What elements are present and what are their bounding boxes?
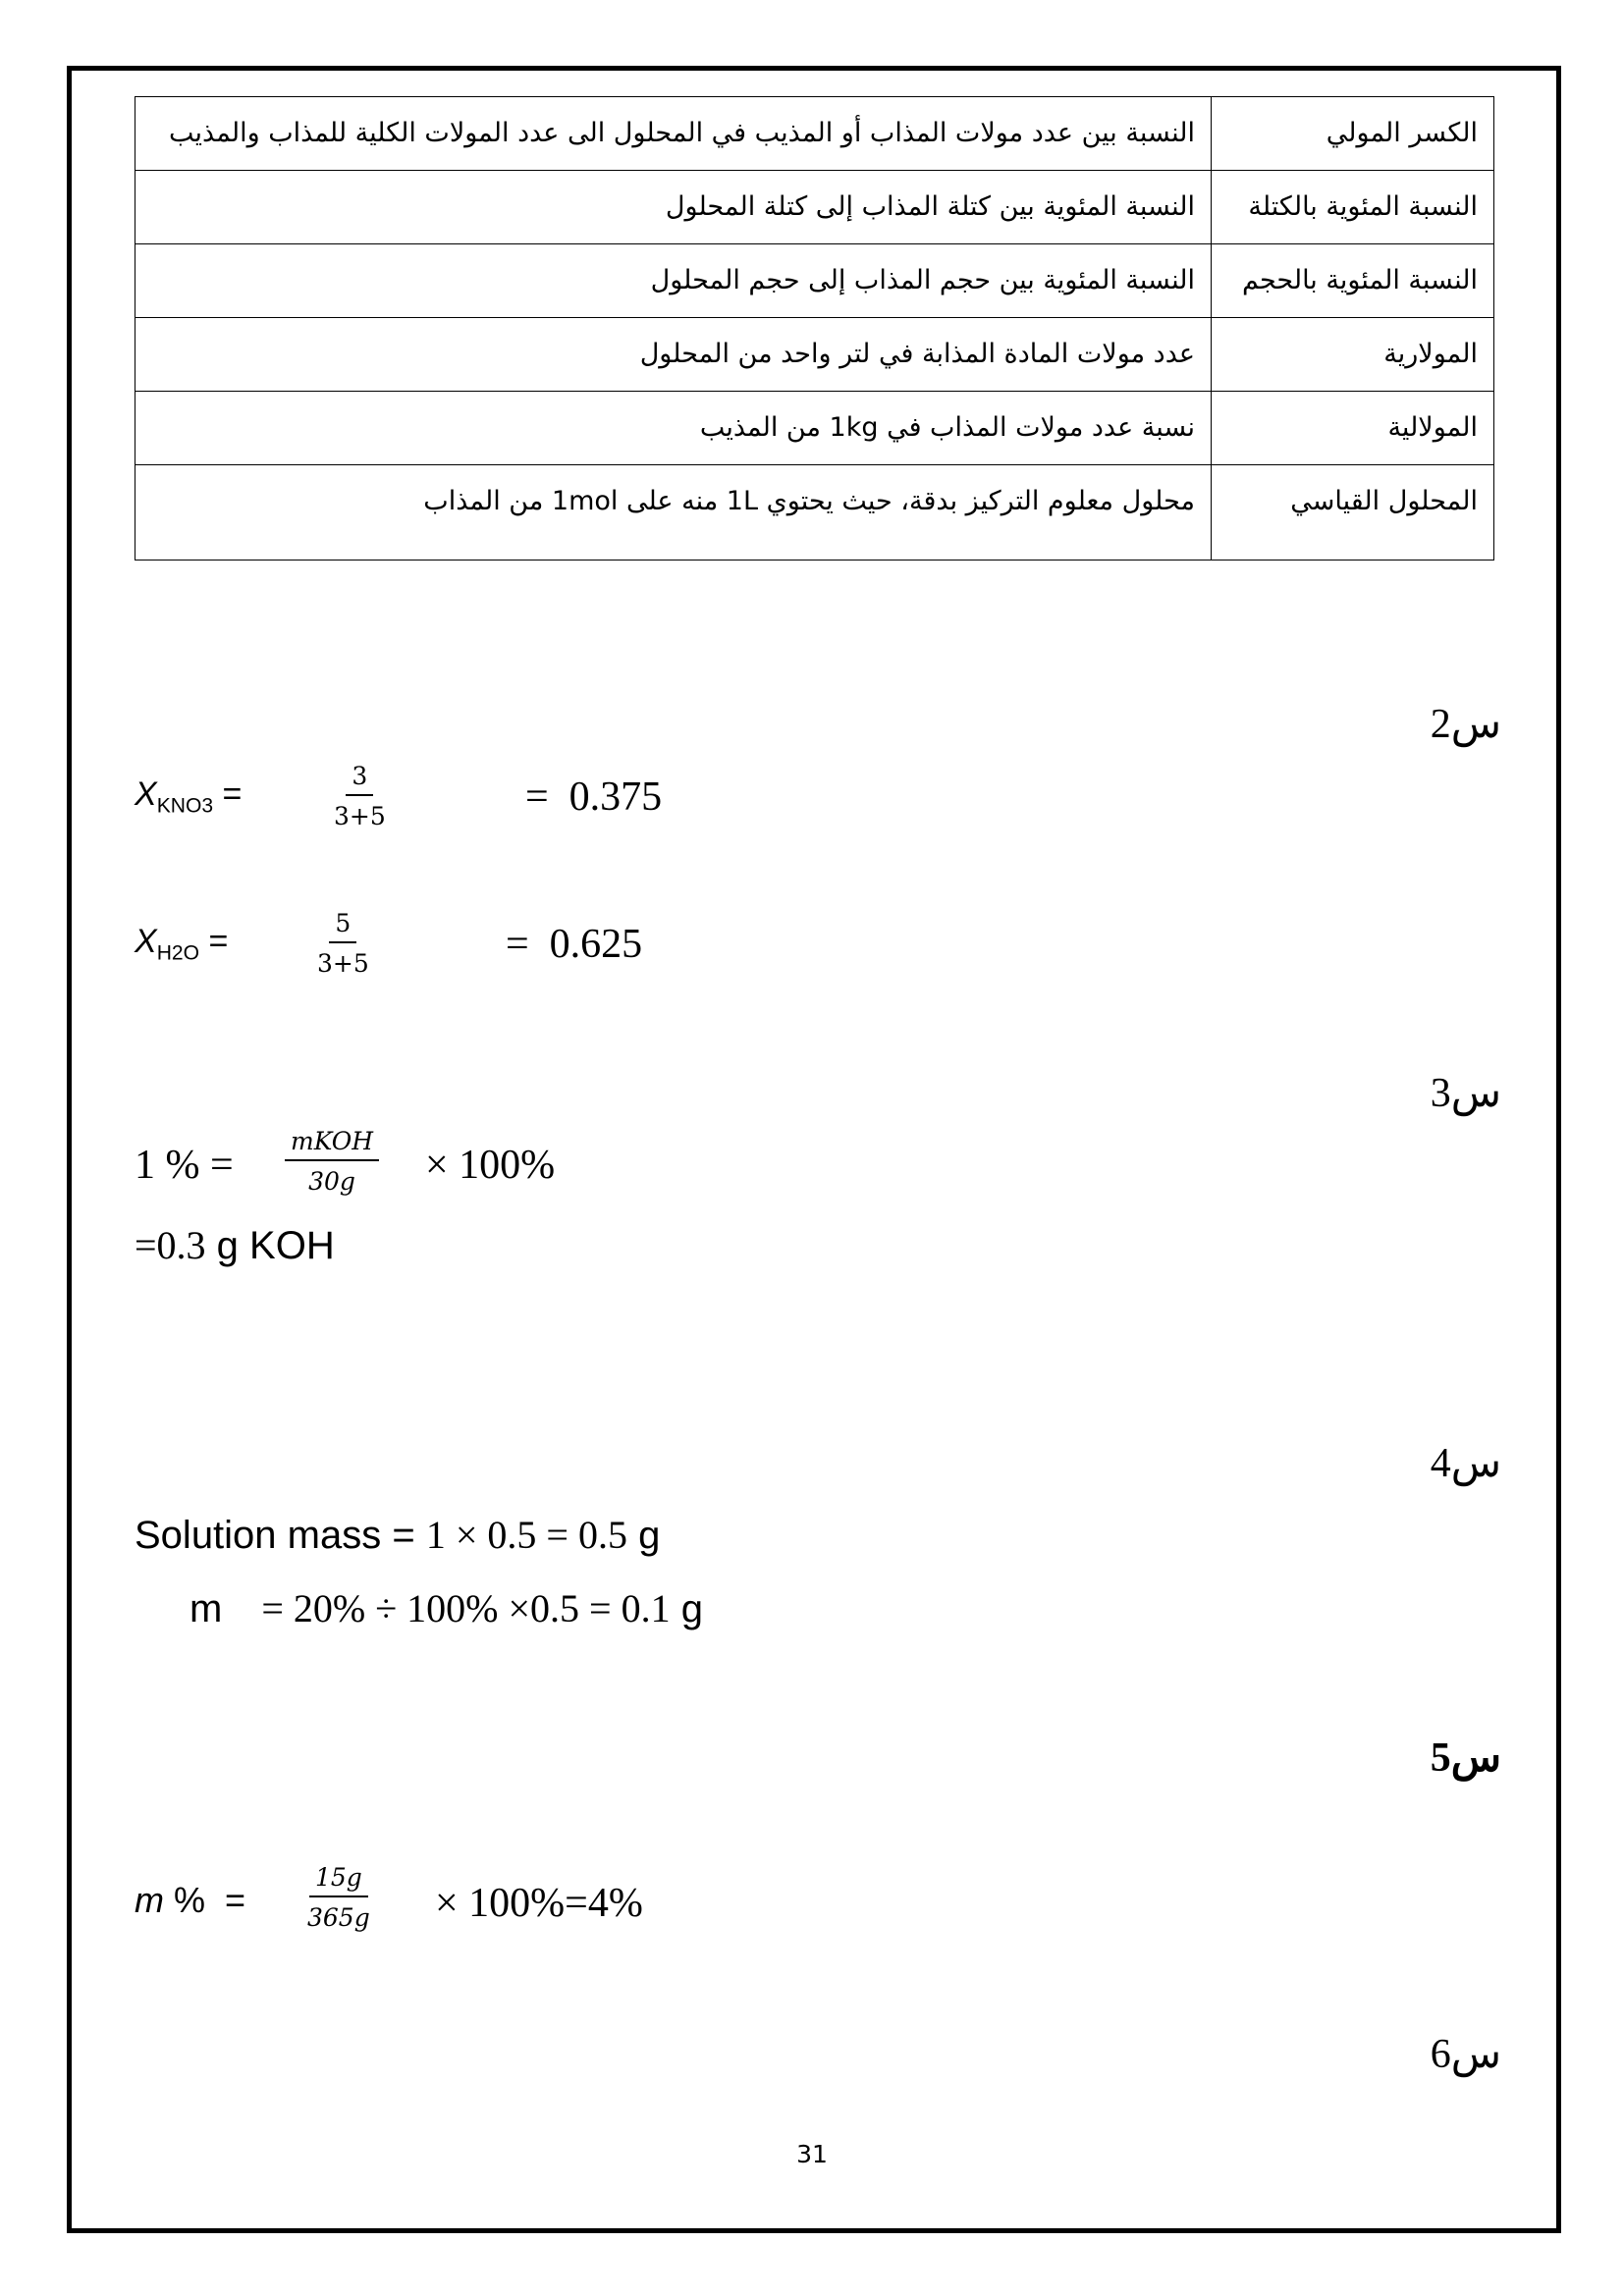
- q5-lhs: m % =: [135, 1880, 246, 1920]
- q3-lhs: 1 % =: [135, 1143, 234, 1188]
- term-cell: المحلول القياسي: [1212, 465, 1494, 561]
- table-row: [135, 392, 1494, 465]
- fraction-kno3: $\frac{3}{3+5}$: [334, 762, 386, 830]
- definition-cell: النسبة بين عدد مولات المذاب أو المذيب في المحلول الى عدد المولات الكلية للمذاب والمذيب: [135, 97, 1212, 171]
- definition-cell: النسبة المئوية بين حجم المذاب إلى حجم المحلول: [135, 244, 1212, 318]
- term-cell: المولارية: [1212, 318, 1494, 392]
- q5-result: × 100%=4%: [435, 1881, 643, 1926]
- definition-cell: نسبة عدد مولات المذاب في 1kg من المذيب: [135, 392, 1212, 465]
- table-row: [135, 318, 1494, 392]
- fraction-h2o: $\frac{5}{3+5}$: [317, 909, 369, 978]
- q3-times: × 100%: [425, 1143, 556, 1188]
- fraction-mass-percent: $\frac{15g}{365g}$: [307, 1863, 370, 1932]
- result-h2o: = 0.625: [506, 922, 643, 967]
- term-cell: النسبة المئوية بالكتلة: [1212, 171, 1494, 244]
- question-5-label: س5: [1430, 1735, 1501, 1781]
- question-4-label: س4: [1430, 1441, 1501, 1486]
- definitions-table: [135, 96, 1494, 561]
- mole-fraction-kno3-lhs: $X_{KNO3}$ =: [135, 775, 243, 818]
- q4-line-2: m = 20% ÷ 100% ×0.5 = 0.1 g: [189, 1586, 703, 1630]
- definition-cell: النسبة المئوية بين كتلة المذاب إلى كتلة المحلول: [135, 171, 1212, 244]
- term-cell: النسبة المئوية بالحجم: [1212, 244, 1494, 318]
- table-row: [135, 171, 1494, 244]
- question-3-label: س3: [1430, 1071, 1501, 1116]
- term-cell: المولالية: [1212, 392, 1494, 465]
- page-number: 31: [796, 2140, 828, 2168]
- definition-cell: عدد مولات المادة المذابة في لتر واحد من المحلول: [135, 318, 1212, 392]
- definition-cell: محلول معلوم التركيز بدقة، حيث يحتوي 1L منه على 1mol من المذاب: [135, 465, 1212, 561]
- term-cell: الكسر المولي: [1212, 97, 1494, 171]
- table-row: [135, 244, 1494, 318]
- table-row: [135, 97, 1494, 171]
- question-6-label: س6: [1430, 2032, 1501, 2077]
- table-row: [135, 465, 1494, 561]
- mole-fraction-h2o-lhs: $X_{H2O}$ =: [135, 923, 229, 965]
- result-kno3: = 0.375: [525, 774, 663, 820]
- question-2-label: س2: [1430, 702, 1501, 747]
- q4-line-1: Solution mass = 1 × 0.5 = 0.5 g: [135, 1513, 661, 1557]
- fraction-koh: mKOH 30g: [285, 1127, 379, 1196]
- q3-result: =0.3 g KOH: [135, 1223, 335, 1267]
